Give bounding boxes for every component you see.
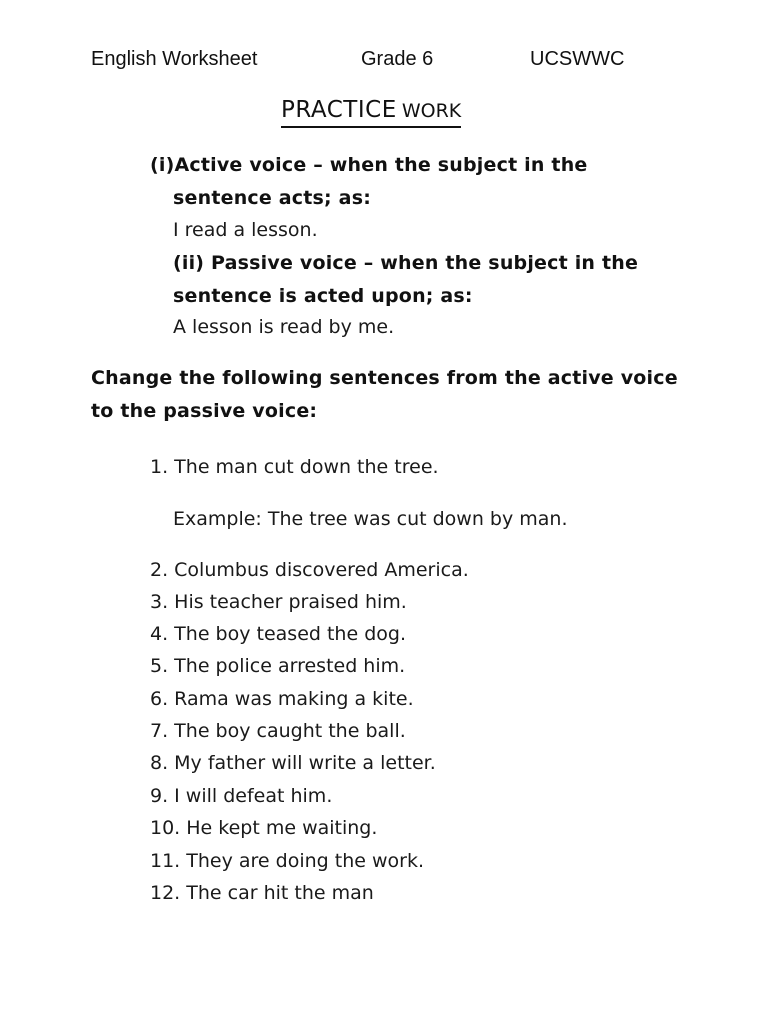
list-item: 3. His teacher praised him. (150, 591, 407, 613)
passive-voice-definition-line1: (ii) Passive voice – when the subject in the (173, 252, 639, 274)
list-item: 6. Rama was making a kite. (150, 688, 414, 710)
page-title (281, 96, 461, 128)
passive-voice-example: A lesson is read by me. (173, 316, 395, 338)
list-item: 12. The car hit the man (150, 882, 374, 904)
list-item: 4. The boy teased the dog. (150, 623, 406, 645)
exercise-item-1: 1. The man cut down the tree. (150, 456, 439, 478)
passive-voice-definition-line2: sentence is acted upon; as: (173, 285, 473, 307)
list-item: 7. The boy caught the ball. (150, 720, 406, 742)
exercise-example: Example: The tree was cut down by man. (173, 508, 568, 530)
title-word-1: PRACTICE (281, 97, 397, 123)
title-word-2: WORK (401, 100, 462, 122)
list-item: 8. My father will write a letter. (150, 752, 436, 774)
active-voice-definition-line1: (i)Active voice – when the subject in the (150, 154, 588, 176)
header-subject: English Worksheet (91, 48, 258, 70)
header-school: UCSWWC (530, 48, 625, 70)
list-item: 10. He kept me waiting. (150, 817, 378, 839)
active-voice-example: I read a lesson. (173, 219, 318, 241)
header-grade: Grade 6 (361, 48, 434, 70)
list-item: 9. I will defeat him. (150, 785, 333, 807)
list-item: 2. Columbus discovered America. (150, 559, 469, 581)
instruction-line2: to the passive voice: (91, 400, 318, 422)
instruction-line1: Change the following sentences from the active voice (91, 367, 678, 389)
list-item: 5. The police arrested him. (150, 655, 406, 677)
active-voice-definition-line2: sentence acts; as: (173, 187, 371, 209)
list-item: 11. They are doing the work. (150, 850, 424, 872)
